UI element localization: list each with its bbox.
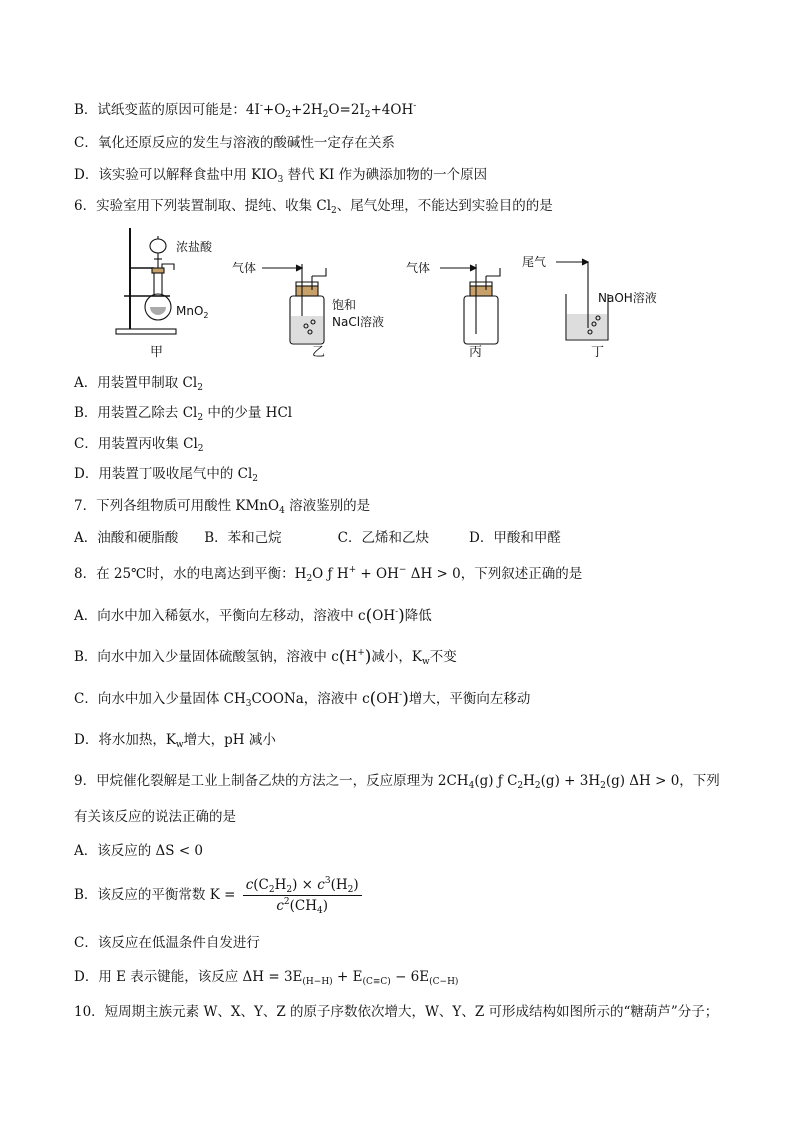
label-mno2: MnO$_2$ xyxy=(176,304,209,320)
q8-option-b: B．向水中加入少量固体硫酸氢钠，溶液中 c(H+)减小，$K_w$不变 xyxy=(74,647,457,667)
q7-options: A．油酸和硬脂酸 B．苯和己烷 C．乙烯和乙炔 D．甲酸和甲醛 xyxy=(74,530,561,546)
caption-bing: 丙 xyxy=(469,345,483,360)
q6-option-a: A．用装置甲制取 $Cl_2$ xyxy=(74,375,203,393)
collection-bottle xyxy=(464,296,498,344)
caption-yi: 乙 xyxy=(312,345,326,360)
q9-option-a: A．该反应的 ΔS < 0 xyxy=(74,843,204,859)
caption-ding: 丁 xyxy=(591,345,605,360)
label-saturated: 饱和 xyxy=(332,298,357,312)
q8-stem: 8．在 25℃时，水的电离达到平衡：$H_2O$ ƒ H+ + OH− ΔH > 0，下列叙述正确的是 xyxy=(74,565,583,584)
label-naoh: NaOH溶液 xyxy=(598,291,657,305)
q9-option-c: C．该反应在低温条件自发进行 xyxy=(74,935,260,951)
q8-option-c: C．向水中加入少量固体 $CH_3COONa$，溶液中 c(OH-)增大，平衡向左移动 xyxy=(74,689,531,709)
label-gas-2: 气体 xyxy=(406,261,431,275)
q9-stem-line2: 有关该反应的说法正确的是 xyxy=(74,809,236,825)
q6-stem: 6．实验室用下列装置制取、提纯、收集 $Cl_2$、尾气处理，不能达到实验目的的是 xyxy=(74,198,553,216)
stopper xyxy=(152,268,164,273)
q5-option-b: B．试纸变蓝的原因可能是：$4I^-+O_2+2H_2O=2I_2+4OH^-$ xyxy=(74,101,417,120)
q5-option-c: C．氧化还原反应的发生与溶液的酸碱性一定存在关系 xyxy=(74,135,395,151)
equilibrium-constant-fraction: $\frac{c(C_2H_2) \times c^3(H_2)}{c^2(CH_4)}$ xyxy=(243,876,362,915)
q8-option-a: A．向水中加入稀氨水，平衡向左移动，溶液中 c(OH-)降低 xyxy=(74,606,432,626)
q8-option-d: D．将水加热，$K_w$增大，pH 减小 xyxy=(74,732,276,750)
flask-neck xyxy=(154,272,162,296)
separatory-funnel xyxy=(150,239,166,253)
stand-base xyxy=(116,329,176,334)
q6-option-b: B．用装置乙除去 $Cl_2$ 中的少量 HCl xyxy=(74,405,293,423)
q6-option-d: D．用装置丁吸收尾气中的 $Cl_2$ xyxy=(74,466,258,484)
q9-stem-line1: 9．甲烷催化裂解是工业上制备乙炔的方法之一，反应原理为 $2CH_4(g)$ ƒ $C_2H_2(g) + 3H_2(g) \Delta H > 0$，下列 xyxy=(74,773,720,791)
label-nacl: NaCl溶液 xyxy=(332,315,385,329)
q7-stem: 7．下列各组物质可用酸性 KMnO$_4$ 溶液鉴别的是 xyxy=(74,498,371,516)
q10-stem: 10．短周期主族元素 W、X、Y、Z 的原子序数依次增大，W、Y、Z 可形成结构如图所示的“糖葫芦”分子； xyxy=(74,1004,719,1020)
q6-option-c: C．用装置丙收集 $Cl_2$ xyxy=(74,436,204,454)
q9-option-d: D．用 E 表示键能，该反应 $\Delta H = 3E_{(H-H)} + E_{(C\equiv C)} - 6E_{(C-H)}$ xyxy=(74,969,459,987)
label-tail-gas: 尾气 xyxy=(522,255,547,269)
label-gas-1: 气体 xyxy=(232,261,257,275)
apparatus-figure xyxy=(110,224,700,366)
q5-option-d: D．该实验可以解释食盐中用 $KIO_3$ 替代 KI 作为碘添加物的一个原因 xyxy=(74,167,488,185)
label-hcl: 浓盐酸 xyxy=(176,240,213,254)
q9-option-b: B．该反应的平衡常数 K = $\frac{c(C_2H_2) \times c^3(H_2)}{c^2(CH_4)}$ xyxy=(74,876,365,915)
caption-jia: 甲 xyxy=(150,345,164,360)
